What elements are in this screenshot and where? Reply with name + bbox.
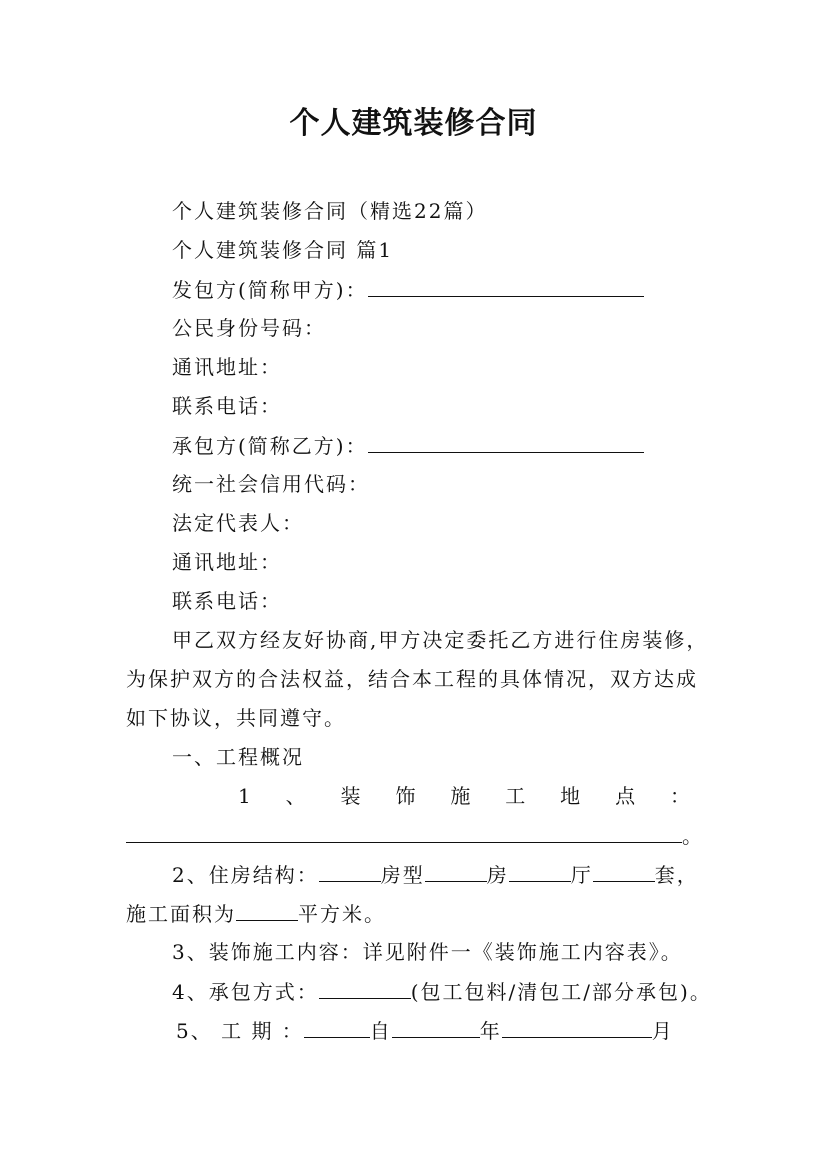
item5-blank3: [502, 1017, 652, 1038]
item1-line: [238, 783, 690, 809]
item1-char: 施: [450, 784, 471, 808]
party-a-phone-label: 联系电话：: [172, 394, 282, 418]
item1-char: 点: [615, 784, 636, 808]
party-b-label: 承包方(简称乙方)：: [172, 434, 368, 458]
item1-blank-line: [126, 822, 704, 849]
document-subtitle: 个人建筑装修合同（精选22篇）: [172, 199, 488, 223]
party-a-line: [172, 276, 644, 303]
item5-blank1: [304, 1017, 370, 1038]
item1-char: 1: [238, 784, 251, 808]
item2-part3: 厅: [570, 863, 593, 887]
item4-suffix: (包工包料/清包工/部分承包)。: [410, 980, 712, 1004]
item2-line1: [172, 861, 699, 888]
party-a-address-label: 通讯地址：: [172, 355, 282, 379]
item1-end-mark: 。: [682, 824, 704, 848]
party-b-address-label: 通讯地址：: [172, 550, 282, 574]
item3-line: 3、装饰施工内容：详见附件一《装饰施工内容表》。: [172, 940, 683, 964]
item1-char: 饰: [395, 784, 416, 808]
item1-char: ：: [669, 784, 690, 808]
party-b-legal-rep-label: 法定代表人：: [172, 511, 304, 535]
item2-blank4: [593, 861, 655, 882]
item2-blank1: [319, 861, 381, 882]
item1-char: 地: [560, 784, 581, 808]
item1-char: 、: [285, 784, 306, 808]
item5-part2: 年: [479, 1019, 502, 1043]
party-a-blank: [368, 276, 644, 297]
party-b-credit-code-label: 统一社会信用代码：: [172, 472, 370, 496]
item4-prefix: 4、承包方式：: [172, 980, 319, 1004]
document-title: 个人建筑装修合同: [289, 106, 538, 141]
section1-heading: 一、工程概况: [172, 745, 304, 769]
party-a-label: 发包方(简称甲方)：: [172, 278, 368, 302]
item2-line2: [126, 900, 386, 927]
item1-char: 装: [340, 784, 361, 808]
item1-char: 工: [505, 784, 526, 808]
item1-location-blank: [126, 822, 682, 843]
item5-part3: 月: [651, 1019, 674, 1043]
item2-area-suffix: 平方米。: [298, 902, 386, 926]
item5-part1: 自: [369, 1019, 392, 1043]
item2-part2: 房: [486, 863, 509, 887]
item4-line: [172, 978, 712, 1005]
intro-paragraph-line3: 如下协议，共同遵守。: [126, 706, 346, 730]
item2-blank2: [425, 861, 487, 882]
item2-blank3: [509, 861, 571, 882]
item2-prefix: 2、住房结构：: [172, 863, 319, 887]
item4-blank: [319, 978, 411, 999]
section-heading: 个人建筑装修合同 篇1: [172, 238, 394, 262]
party-b-blank: [368, 432, 644, 453]
item5-prefix: 5、 工 期 ：: [176, 1019, 304, 1043]
intro-paragraph-line2: 为保护双方的合法权益，结合本工程的具体情况，双方达成: [126, 667, 698, 691]
item2-part4: 套，: [654, 863, 699, 887]
item5-blank2: [392, 1017, 480, 1038]
intro-paragraph-line1: 甲乙双方经友好协商,甲方决定委托乙方进行住房装修，: [172, 628, 709, 652]
party-b-line: [172, 432, 644, 459]
item2-area-blank: [236, 900, 298, 921]
item2-area-prefix: 施工面积为: [126, 902, 236, 926]
party-a-id-label: 公民身份号码：: [172, 316, 326, 340]
item2-part1: 房型: [380, 863, 425, 887]
item5-line: [176, 1017, 674, 1044]
party-b-phone-label: 联系电话：: [172, 589, 282, 613]
